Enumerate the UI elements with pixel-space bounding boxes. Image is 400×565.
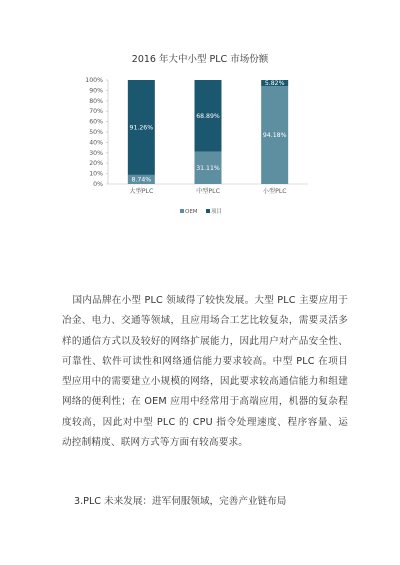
y-tick-label: 0% [93, 181, 103, 188]
data-label: 8.74% [131, 176, 152, 184]
y-tick-label: 60% [89, 118, 103, 126]
y-tick-label: 20% [89, 160, 103, 168]
data-label: 91.26% [129, 124, 154, 132]
y-tick-label: 70% [89, 108, 103, 116]
y-tick-label: 30% [89, 149, 103, 157]
y-tick-label: 40% [89, 139, 103, 147]
y-tick-label: 90% [89, 87, 103, 95]
chart-legend [180, 207, 222, 215]
legend-label: 项目 [211, 209, 223, 215]
data-label: 68.89% [196, 112, 220, 120]
y-tick-label: 10% [89, 170, 103, 178]
data-label: 94.18% [262, 132, 287, 140]
legend-swatch [180, 209, 184, 213]
y-tick-label: 100% [85, 77, 103, 84]
legend-swatch [206, 209, 210, 213]
data-label: 31.11% [196, 164, 220, 172]
section-heading: 3.PLC 未来发展：进军伺服领域，完善产业链布局 [74, 496, 287, 507]
data-label: 5.82% [264, 80, 285, 88]
chart-title: 2016 年大中小型 PLC 市场份额 [131, 54, 269, 65]
market-share-chart [0, 0, 400, 240]
y-tick-label: 80% [89, 97, 103, 105]
y-tick-label: 50% [89, 129, 103, 136]
legend-label: OEM [185, 209, 198, 215]
category-label: 小型PLC [262, 188, 287, 195]
category-label: 中型PLC [196, 188, 220, 195]
body-paragraph: 国内品牌在小型 PLC 领域得了较快发展。大型 PLC 主要应用于冶金、电力、交通等领域，且应用场合工艺比较复杂，需要灵活多样的通信方式以及较好的网络扩展能力，因此用户对产品安全性、可靠性、软件可读性和网络通信能力要求较高。中型 PLC 在项目型应用中的需要建立小规模的网络，因此要求较高通信能力和组建网络的便利性；在 OEM 应用中经常用于高端应用，机器的复杂程度较高，因此对中型 PLC 的 CPU 指令处理速度、程序容量、运动控制精度、联网方式等方面有较高要求。 [62, 295, 348, 449]
chart-category-labels [129, 187, 286, 195]
category-label: 大型PLC [129, 188, 154, 195]
